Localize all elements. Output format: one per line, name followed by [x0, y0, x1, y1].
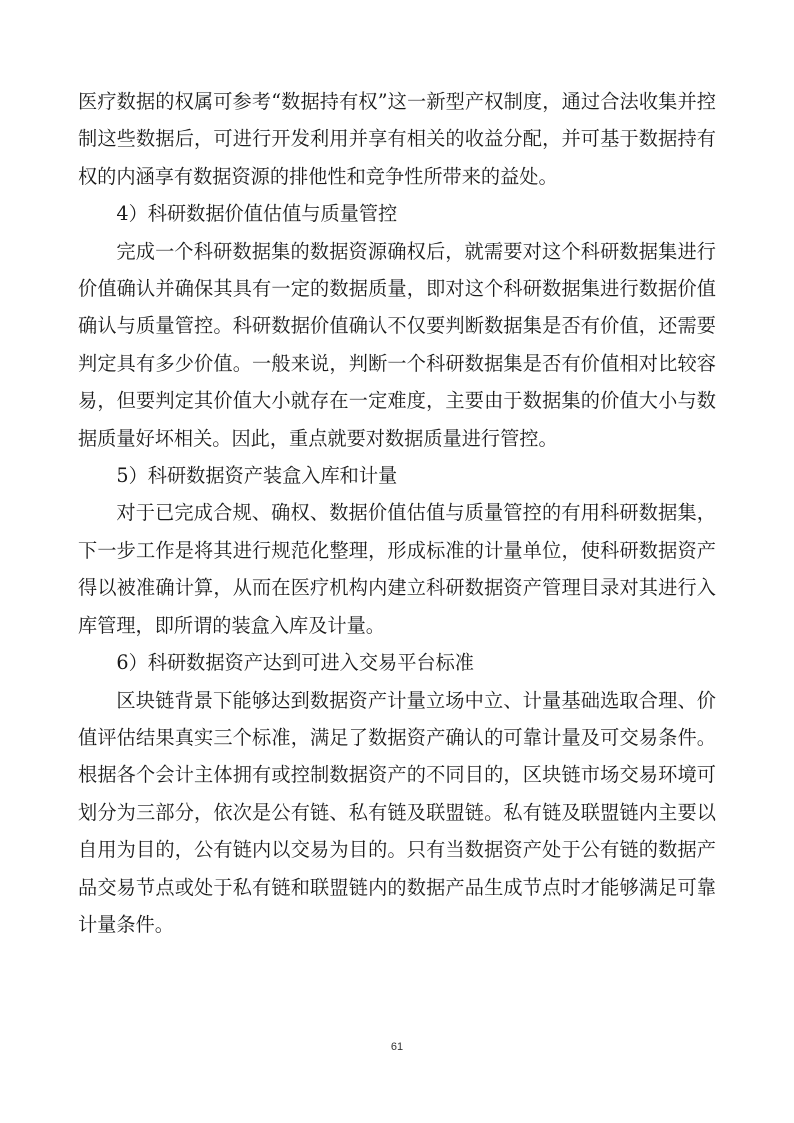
body-text	[78, 83, 716, 943]
page-number: 61	[390, 1041, 404, 1053]
paragraph-data-ownership: 医疗数据的权属可参考“数据持有权”这一新型产权制度，通过合法收集并控制这些数据后，可进行开发利用并享有相关的收益分配，并可基于数据持有权的内涵享有数据资源的排他性和竞争性所带来的益处。	[78, 90, 716, 188]
paragraph-value-quality: 完成一个科研数据集的数据资源确权后，就需要对这个科研数据集进行价值确认并确保其具有一定的数据质量，即对这个科研数据集进行数据价值确认与质量管控。科研数据价值确认不仅要判断数据集是否有价值，还需要判定具有多少价值。一般来说，判断一个科研数据集是否有价值相对比较容易，但要判定其价值大小就存在一定难度，主要由于数据集的价值大小与数据质量好坏相关。因此，重点就要对数据质量进行管控。	[78, 239, 716, 450]
section-heading-6: 6）科研数据资产达到可进入交易平台标准	[116, 651, 474, 675]
paragraph-trading-platform: 区块链背景下能够达到数据资产计量立场中立、计量基础选取合理、价值评估结果真实三个标准，满足了数据资产确认的可靠计量及可交易条件。根据各个会计主体拥有或控制数据资产的不同目的，区块链市场交易环境可划分为三部分，依次是公有链、私有链及联盟链。私有链及联盟链内主要以自用为目的，公有链内以交易为目的。只有当数据资产处于公有链的数据产品交易节点或处于私有链和联盟链内的数据产品生成节点时才能够满足可靠计量条件。	[78, 688, 716, 936]
section-heading-4: 4）科研数据价值估值与质量管控	[116, 202, 398, 226]
section-heading-5: 5）科研数据资产装盒入库和计量	[116, 464, 398, 488]
paragraph-asset-storage: 对于已完成合规、确权、数据价值估值与质量管控的有用科研数据集，下一步工作是将其进行规范化整理，形成标准的计量单位，使科研数据资产得以被准确计算，从而在医疗机构内建立科研数据资产管理目录对其进行入库管理，即所谓的装盒入库及计量。	[78, 501, 716, 637]
